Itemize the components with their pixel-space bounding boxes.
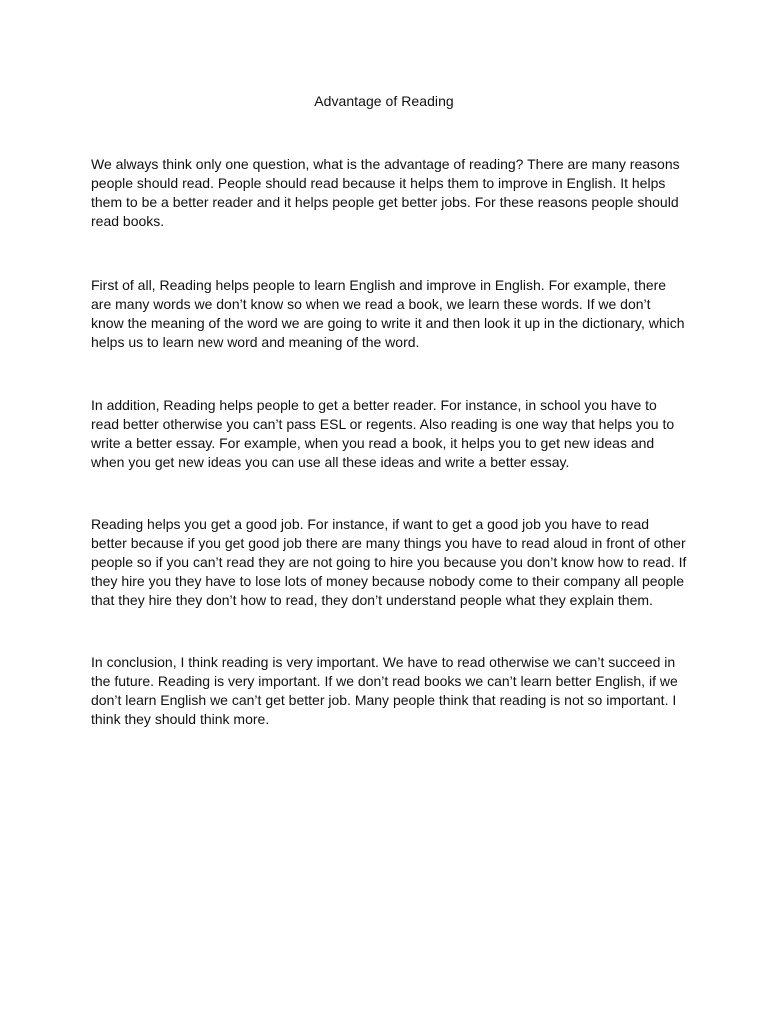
paragraph-line: are many words we don’t know so when we read a book, we learn these words. If we don’t [91,296,651,312]
paragraph-line: First of all, Reading helps people to learn English and improve in English. For example, there [91,277,667,293]
paragraph-line: know the meaning of the word we are going to write it and then look it up in the dictionary, which [91,315,685,331]
paragraph-better-reader [91,396,691,472]
paragraph-line: they hire you they have to lose lots of money because nobody come to their company all people [91,573,685,589]
document-title: Advantage of Reading [314,93,454,109]
paragraph-conclusion [91,653,691,729]
paragraph-line: write a better essay. For example, when you read a book, it helps you to get new ideas and [91,435,655,451]
paragraph-learn-english [91,276,691,352]
paragraph-line: In addition, Reading helps people to get a better reader. For instance, in school you have to [91,397,657,413]
paragraph-line: read books. [91,213,165,229]
paragraph-line: better because if you get good job there are many things you have to read aloud in front of other [91,535,686,551]
paragraph-line: that they hire they don’t how to read, they don’t understand people what they explain them. [91,592,653,608]
paragraph-line: people should read. People should read because it helps them to improve in English. It helps [91,175,666,191]
paragraph-line: them to be a better reader and it helps people get better jobs. For these reasons people should [91,194,679,210]
paragraph-line: when you get new ideas you can use all these ideas and write a better essay. [91,454,570,470]
paragraph-introduction [91,155,691,231]
paragraph-line: don’t learn English we can’t get better job. Many people think that reading is not so important. I [91,692,677,708]
paragraph-line: people so if you can’t read they are not going to hire you because you don’t know how to read. If [91,554,687,570]
paragraph-good-job [91,515,691,610]
paragraph-line: think they should think more. [91,711,270,727]
paragraph-line: Reading helps you get a good job. For instance, if want to get a good job you have to read [91,516,650,532]
paragraph-line: helps us to learn new word and meaning of the word. [91,334,420,350]
paragraph-line: In conclusion, I think reading is very important. We have to read otherwise we can’t succeed in [91,654,676,670]
paragraph-line: the future. Reading is very important. If we don’t read books we can’t learn better English, if we [91,673,678,689]
paragraph-line: We always think only one question, what is the advantage of reading? There are many reasons [91,156,680,172]
paragraph-line: read better otherwise you can’t pass ESL or regents. Also reading is one way that helps you to [91,416,675,432]
